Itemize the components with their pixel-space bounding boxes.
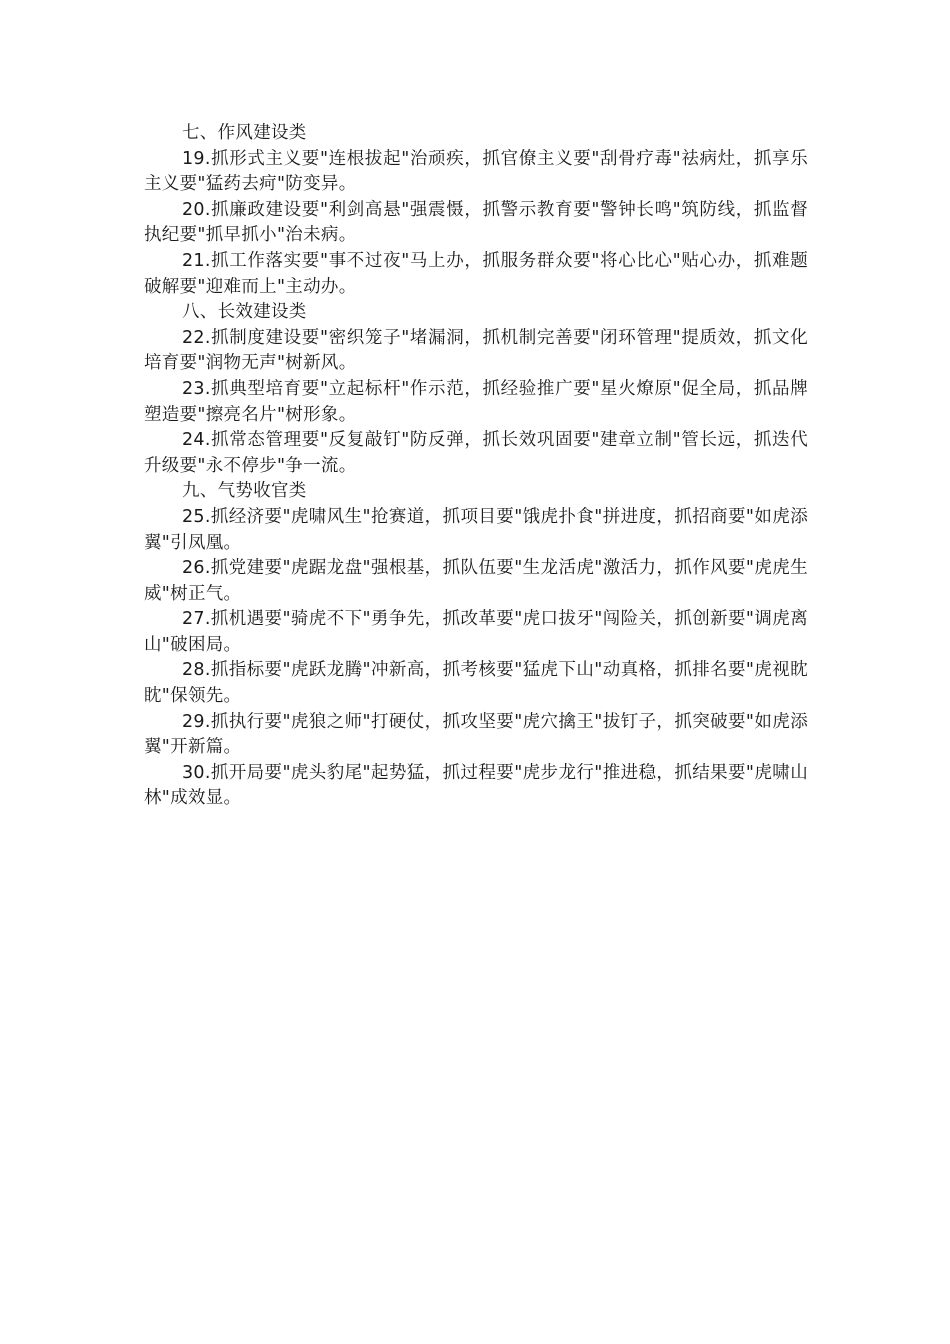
paragraph-22: 22.抓制度建设要"密织笼子"堵漏洞，抓机制完善要"闭环管理"提质效，抓文化培育要"润物无声"树新风。	[144, 327, 808, 374]
section-heading-8: 八、长效建设类	[182, 302, 307, 323]
paragraph-23: 23.抓典型培育要"立起标杆"作示范，抓经验推广要"星火燎原"促全局，抓品牌塑造要"擦亮名片"树形象。	[144, 378, 808, 425]
paragraph-20: 20.抓廉政建设要"利剑高悬"强震慑，抓警示教育要"警钟长鸣"筑防线，抓监督执纪要"抓早抓小"治未病。	[144, 199, 808, 246]
section-heading-7: 七、作风建设类	[182, 123, 307, 143]
paragraph-24: 24.抓常态管理要"反复敲钉"防反弹，抓长效巩固要"建章立制"管长远，抓迭代升级要"永不停步"争一流。	[144, 430, 808, 476]
paragraph-25: 25.抓经济要"虎啸风生"抢赛道，抓项目要"饿虎扑食"拼进度，抓招商要"如虎添翼"引凤凰。	[144, 506, 808, 553]
paragraph-27: 27.抓机遇要"骑虎不下"勇争先，抓改革要"虎口拔牙"闯险关，抓创新要"调虎离山"破困局。	[144, 609, 808, 655]
paragraph-26: 26.抓党建要"虎踞龙盘"强根基，抓队伍要"生龙活虎"激活力，抓作风要"虎虎生威"树正气。	[144, 558, 808, 604]
paragraph-28: 28.抓指标要"虎跃龙腾"冲新高，抓考核要"猛虎下山"动真格，抓排名要"虎视眈眈"保领先。	[144, 660, 808, 707]
section-heading-9: 九、气势收官类	[182, 481, 307, 502]
paragraph-19: 19.抓形式主义要"连根拔起"治顽疾，抓官僚主义要"刮骨疗毒"祛病灶，抓享乐主义要"猛药去疴"防变异。	[144, 148, 808, 195]
paragraph-29: 29.抓执行要"虎狼之师"打硬仗，抓攻坚要"虎穴擒王"拔钉子，抓突破要"如虎添翼"开新篇。	[144, 711, 808, 758]
document-page	[144, 121, 808, 812]
paragraph-21: 21.抓工作落实要"事不过夜"马上办，抓服务群众要"将心比心"贴心办，抓难题破解要"迎难而上"主动办。	[144, 250, 808, 297]
paragraph-30: 30.抓开局要"虎头豹尾"起势猛，抓过程要"虎步龙行"推进稳，抓结果要"虎啸山林"成效显。	[144, 762, 808, 809]
